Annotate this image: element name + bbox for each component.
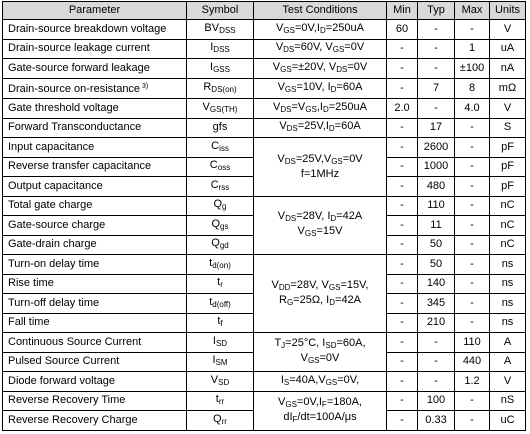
parameter-cell: Pulsed Source Current: [3, 352, 187, 372]
parameter-cell: Turn-on delay time: [3, 255, 187, 275]
parameter-cell: Continuous Source Current: [3, 333, 187, 353]
unit-cell: V: [490, 20, 526, 40]
test-condition-cell: $V_{DS}=25V,I_D=60A$: [254, 118, 387, 138]
parameter-cell: Output capacitance: [3, 177, 187, 197]
symbol-cell: $Q_{rr}$: [187, 411, 254, 431]
table-row: [3, 196, 526, 216]
unit-cell: nC: [490, 235, 526, 255]
typ-cell: 140: [418, 274, 455, 294]
min-cell: -: [387, 391, 418, 411]
electrical-characteristics-table: [2, 1, 526, 431]
symbol-cell: $I_{SD}$: [187, 333, 254, 353]
test-condition-cell: $V_{GS}=0V,I_F=180A$, $dI_F/dt=100A/\mu s$: [254, 391, 387, 430]
unit-cell: nS: [490, 391, 526, 411]
symbol-cell: $t_{d(on)}$: [187, 255, 254, 275]
unit-cell: pF: [490, 157, 526, 177]
parameter-cell: Forward Transconductance: [3, 118, 187, 138]
typ-cell: 11: [418, 216, 455, 236]
typ-cell: 7: [418, 78, 455, 99]
parameter-cell: Gate-drain charge: [3, 235, 187, 255]
parameter-cell: Turn-off delay time: [3, 294, 187, 314]
typ-cell: -: [418, 39, 455, 59]
typ-cell: -: [418, 20, 455, 40]
unit-cell: uC: [490, 411, 526, 431]
test-condition-cell: $V_{GS}=\pm 20V$, $V_{DS}=0V$: [254, 59, 387, 79]
max-cell: -: [455, 196, 490, 216]
test-condition-cell: $I_S=40A,V_{GS}=0V$,: [254, 372, 387, 392]
typ-cell: 480: [418, 177, 455, 197]
max-cell: 4.0: [455, 99, 490, 119]
test-condition-cell: $V_{DS}=28V$, $I_D=42A$ $V_{GS}=15V$: [254, 196, 387, 255]
symbol-cell: $C_{iss}$: [187, 138, 254, 158]
typ-cell: 110: [418, 196, 455, 216]
max-cell: -: [455, 255, 490, 275]
unit-cell: A: [490, 333, 526, 353]
table-row: [3, 255, 526, 275]
symbol-cell: $I_{GSS}$: [187, 59, 254, 79]
symbol-cell: $Q_g$: [187, 196, 254, 216]
max-cell: -: [455, 20, 490, 40]
unit-cell: ns: [490, 255, 526, 275]
parameter-cell: Gate-source forward leakage: [3, 59, 187, 79]
typ-cell: 0.33: [418, 411, 455, 431]
unit-cell: S: [490, 118, 526, 138]
max-cell: -: [455, 216, 490, 236]
typ-cell: -: [418, 99, 455, 119]
symbol-cell: $I_{SM}$: [187, 352, 254, 372]
symbol-cell: $t_{rr}$: [187, 391, 254, 411]
symbol-cell: $V_{GS(TH)}$: [187, 99, 254, 119]
parameter-cell: Total gate charge: [3, 196, 187, 216]
parameter-cell: Drain-source on-resistance $^{3)}$: [3, 78, 187, 99]
unit-cell: pF: [490, 177, 526, 197]
min-cell: -: [387, 177, 418, 197]
table-row: [3, 20, 526, 40]
min-cell: -: [387, 157, 418, 177]
table-row: [3, 333, 526, 353]
parameter-cell: Rise time: [3, 274, 187, 294]
min-cell: -: [387, 255, 418, 275]
min-cell: -: [387, 352, 418, 372]
typ-cell: 345: [418, 294, 455, 314]
parameter-cell: Gate threshold voltage: [3, 99, 187, 119]
parameter-cell: Diode forward voltage: [3, 372, 187, 392]
test-condition-cell: $T_J=25^\circ C$, $I_{SD}=60A$, $V_{GS}=0V$: [254, 333, 387, 372]
header-test-conditions: Test Conditions: [254, 2, 387, 20]
symbol-cell: $t_r$: [187, 274, 254, 294]
unit-cell: pF: [490, 138, 526, 158]
min-cell: -: [387, 372, 418, 392]
table-row: [3, 99, 526, 119]
unit-cell: V: [490, 372, 526, 392]
unit-cell: nA: [490, 59, 526, 79]
test-condition-cell: $V_{GS}=0V,I_D=250uA$: [254, 20, 387, 40]
parameter-cell: Reverse Recovery Time: [3, 391, 187, 411]
min-cell: -: [387, 138, 418, 158]
symbol-cell: $V_{SD}$: [187, 372, 254, 392]
unit-cell: nC: [490, 216, 526, 236]
table-row: [3, 78, 526, 99]
unit-cell: V: [490, 99, 526, 119]
typ-cell: 100: [418, 391, 455, 411]
typ-cell: -: [418, 59, 455, 79]
table-row: [3, 391, 526, 411]
parameter-cell: Drain-source breakdown voltage: [3, 20, 187, 40]
parameter-cell: Drain-source leakage current: [3, 39, 187, 59]
min-cell: -: [387, 294, 418, 314]
min-cell: 60: [387, 20, 418, 40]
header-parameter: Parameter: [3, 2, 187, 20]
header-typ: Typ: [418, 2, 455, 20]
parameter-cell: Input capacitance: [3, 138, 187, 158]
test-condition-cell: $V_{DS}=V_{GS},I_D=250uA$: [254, 99, 387, 119]
min-cell: -: [387, 78, 418, 99]
typ-cell: 17: [418, 118, 455, 138]
unit-cell: uA: [490, 39, 526, 59]
table-header-row: [3, 2, 526, 20]
table-body: [3, 20, 526, 431]
unit-cell: ns: [490, 313, 526, 333]
min-cell: -: [387, 216, 418, 236]
max-cell: -: [455, 177, 490, 197]
max-cell: 110: [455, 333, 490, 353]
typ-cell: 210: [418, 313, 455, 333]
min-cell: -: [387, 235, 418, 255]
symbol-cell: gfs: [187, 118, 254, 138]
min-cell: -: [387, 274, 418, 294]
max-cell: 8: [455, 78, 490, 99]
symbol-cell: $C_{oss}$: [187, 157, 254, 177]
symbol-cell: $I_{DSS}$: [187, 39, 254, 59]
max-cell: ±100: [455, 59, 490, 79]
typ-cell: 2600: [418, 138, 455, 158]
table-row: [3, 138, 526, 158]
symbol-cell: $t_f$: [187, 313, 254, 333]
max-cell: -: [455, 274, 490, 294]
max-cell: -: [455, 391, 490, 411]
min-cell: -: [387, 313, 418, 333]
header-units: Units: [490, 2, 526, 20]
unit-cell: ns: [490, 294, 526, 314]
header-min: Min: [387, 2, 418, 20]
unit-cell: nC: [490, 196, 526, 216]
max-cell: 440: [455, 352, 490, 372]
min-cell: -: [387, 411, 418, 431]
max-cell: 1.2: [455, 372, 490, 392]
max-cell: -: [455, 118, 490, 138]
test-condition-cell: $V_{DS}=60V$, $V_{GS}=0V$: [254, 39, 387, 59]
unit-cell: A: [490, 352, 526, 372]
typ-cell: 50: [418, 235, 455, 255]
symbol-cell: $R_{DS(on)}$: [187, 78, 254, 99]
min-cell: -: [387, 333, 418, 353]
max-cell: 1: [455, 39, 490, 59]
test-condition-cell: $V_{GS}=10V$, $I_D=60A$: [254, 78, 387, 99]
symbol-cell: $BV_{DSS}$: [187, 20, 254, 40]
min-cell: -: [387, 118, 418, 138]
max-cell: -: [455, 411, 490, 431]
max-cell: -: [455, 235, 490, 255]
typ-cell: -: [418, 372, 455, 392]
parameter-cell: Reverse Recovery Charge: [3, 411, 187, 431]
parameter-cell: Reverse transfer capacitance: [3, 157, 187, 177]
symbol-cell: $Q_{gs}$: [187, 216, 254, 236]
min-cell: -: [387, 196, 418, 216]
symbol-cell: $t_{d(off)}$: [187, 294, 254, 314]
unit-cell: mΩ: [490, 78, 526, 99]
symbol-cell: $Q_{gd}$: [187, 235, 254, 255]
table-row: [3, 39, 526, 59]
typ-cell: 50: [418, 255, 455, 275]
typ-cell: -: [418, 333, 455, 353]
max-cell: -: [455, 313, 490, 333]
min-cell: -: [387, 59, 418, 79]
max-cell: -: [455, 294, 490, 314]
typ-cell: 1000: [418, 157, 455, 177]
parameter-cell: Fall time: [3, 313, 187, 333]
table-row: [3, 59, 526, 79]
parameter-cell: Gate-source charge: [3, 216, 187, 236]
min-cell: 2.0: [387, 99, 418, 119]
header-symbol: Symbol: [187, 2, 254, 20]
table-row: [3, 372, 526, 392]
table-row: [3, 118, 526, 138]
max-cell: -: [455, 157, 490, 177]
max-cell: -: [455, 138, 490, 158]
test-condition-cell: $V_{DD}=28V$, $V_{GS}=15V$, $R_G=25\Omega$, $I_D=42A$: [254, 255, 387, 333]
symbol-cell: $C_{rss}$: [187, 177, 254, 197]
min-cell: -: [387, 39, 418, 59]
typ-cell: -: [418, 352, 455, 372]
header-max: Max: [455, 2, 490, 20]
unit-cell: ns: [490, 274, 526, 294]
test-condition-cell: $V_{DS}=25V,V_{GS}=0V$ f=1MHz: [254, 138, 387, 197]
